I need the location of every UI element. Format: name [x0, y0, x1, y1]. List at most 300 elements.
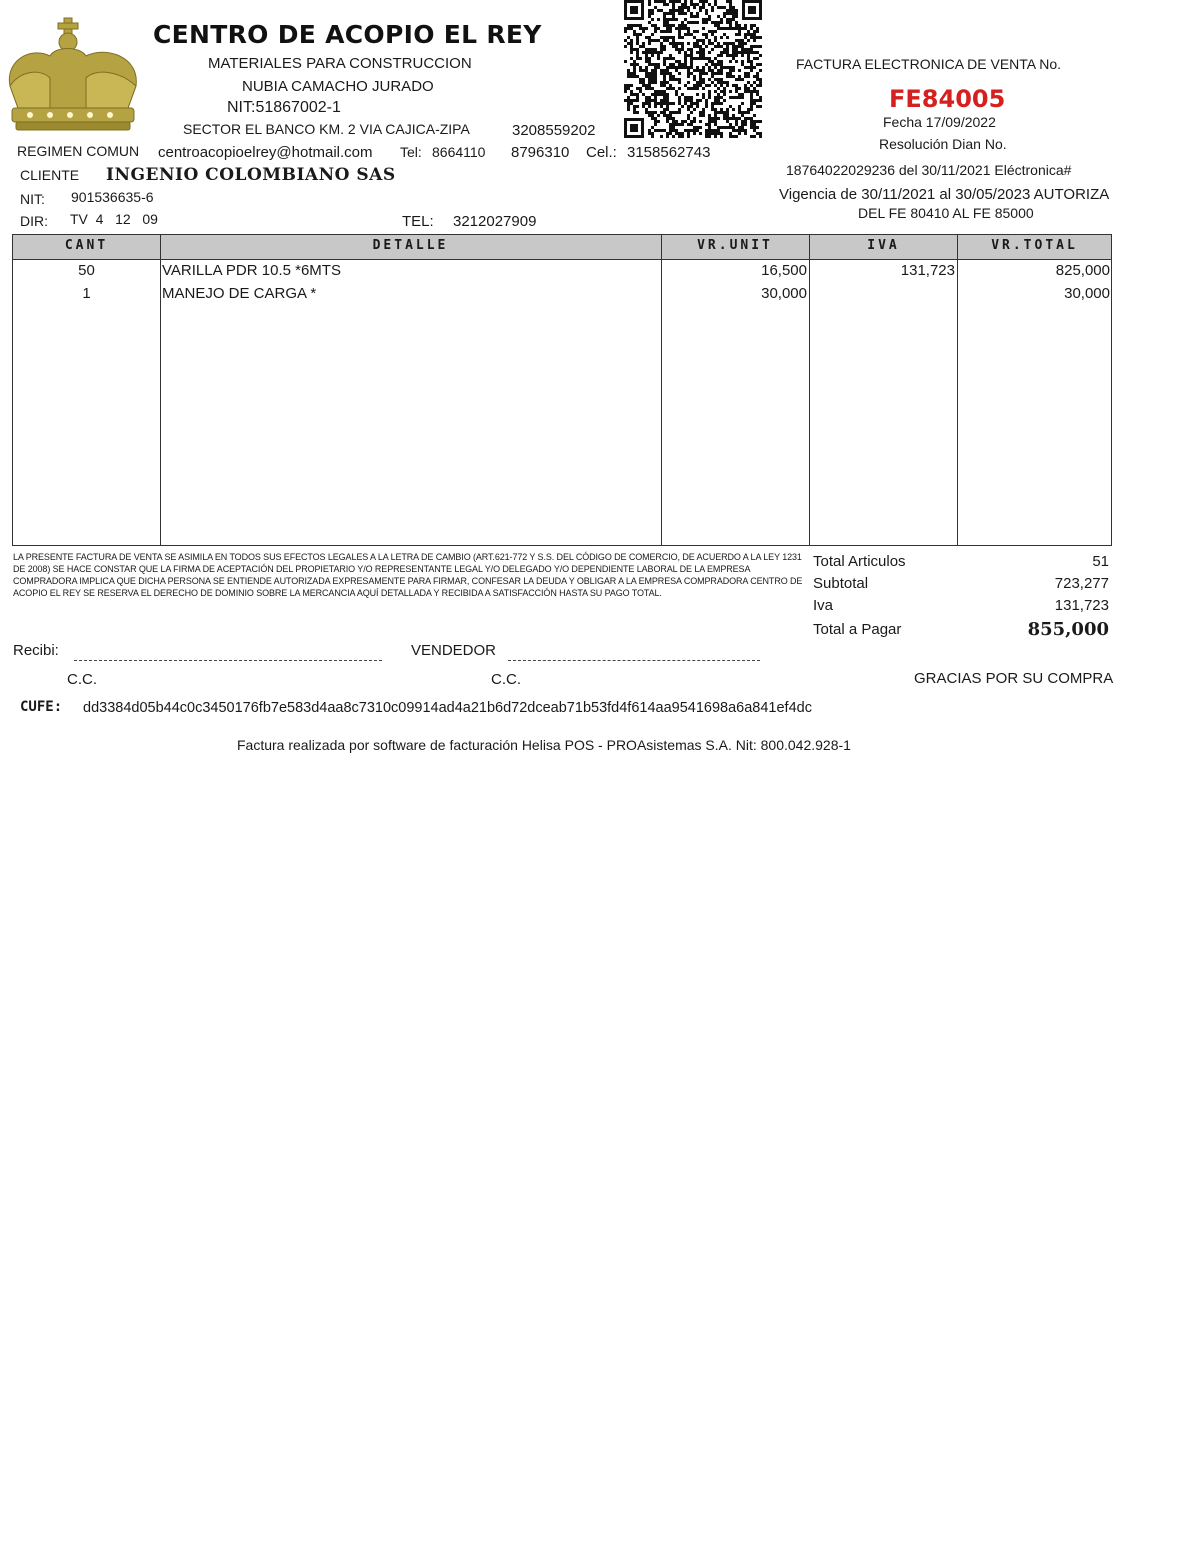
qr-module [726, 45, 729, 48]
company-address: SECTOR EL BANCO KM. 2 VIA CAJICA-ZIPA [183, 121, 470, 137]
qr-module [645, 108, 648, 111]
qr-module [744, 90, 747, 93]
invoice-number: FE84005 [889, 85, 1006, 113]
qr-module [702, 108, 705, 111]
qr-module [717, 78, 720, 81]
qr-module [666, 120, 669, 123]
qr-module [729, 96, 732, 99]
qr-module [756, 72, 759, 75]
qr-module [648, 48, 651, 51]
qr-module [747, 60, 750, 63]
client-label: CLIENTE [20, 167, 80, 183]
qr-module [720, 126, 723, 129]
qr-module [753, 126, 756, 129]
qr-module [732, 18, 735, 21]
qr-module [669, 42, 672, 45]
qr-module [753, 24, 756, 27]
qr-module [699, 45, 702, 48]
qr-module [627, 75, 630, 78]
qr-module [708, 90, 711, 93]
qr-module [633, 99, 636, 102]
qr-module [654, 111, 657, 114]
qr-module [675, 93, 678, 96]
qr-module [759, 54, 762, 57]
qr-module [741, 120, 744, 123]
qr-module [687, 6, 690, 9]
qr-module [702, 27, 705, 30]
qr-module [678, 0, 681, 3]
qr-module [648, 57, 651, 60]
qr-module [702, 87, 705, 90]
qr-module [630, 27, 633, 30]
qr-module [648, 102, 651, 105]
qr-module [696, 69, 699, 72]
qr-module [669, 27, 672, 30]
qr-module [651, 54, 654, 57]
qr-module [678, 108, 681, 111]
qr-module [678, 27, 681, 30]
qr-module [624, 90, 627, 93]
qr-module [654, 66, 657, 69]
qr-module [714, 123, 717, 126]
qr-module [717, 60, 720, 63]
qr-module [651, 114, 654, 117]
qr-module [645, 96, 648, 99]
qr-module [723, 114, 726, 117]
qr-module [723, 93, 726, 96]
qr-module [681, 93, 684, 96]
qr-module [759, 78, 762, 81]
qr-module [678, 30, 681, 33]
qr-module [624, 60, 627, 63]
qr-module [696, 84, 699, 87]
qr-module [744, 123, 747, 126]
qr-module [624, 84, 627, 87]
qr-module [666, 66, 669, 69]
qr-module [630, 72, 633, 75]
qr-module [654, 69, 657, 72]
qr-module [675, 132, 678, 135]
qr-module [636, 48, 639, 51]
qr-module [651, 111, 654, 114]
qr-module [648, 96, 651, 99]
qr-module [714, 36, 717, 39]
qr-module [681, 63, 684, 66]
qr-module [729, 135, 732, 138]
header-iva: IVA [867, 238, 900, 253]
qr-module [717, 24, 720, 27]
qr-module [708, 3, 711, 6]
qr-module [648, 132, 651, 135]
qr-module [663, 81, 666, 84]
qr-module [717, 129, 720, 132]
qr-module [729, 27, 732, 30]
qr-module [663, 96, 666, 99]
qr-module [675, 18, 678, 21]
header-vr-total: VR.TOTAL [991, 238, 1078, 253]
qr-module [711, 30, 714, 33]
qr-module [714, 39, 717, 42]
qr-module [723, 48, 726, 51]
qr-module [669, 129, 672, 132]
qr-module [729, 132, 732, 135]
qr-module [726, 117, 729, 120]
qr-module [669, 126, 672, 129]
qr-module [693, 45, 696, 48]
qr-module [726, 48, 729, 51]
qr-module [744, 117, 747, 120]
qr-module [675, 48, 678, 51]
qr-module [714, 0, 717, 3]
qr-module [663, 84, 666, 87]
qr-module [630, 57, 633, 60]
qr-module [660, 90, 663, 93]
qr-module [738, 132, 741, 135]
qr-module [663, 21, 666, 24]
qr-module [717, 42, 720, 45]
qr-module [699, 126, 702, 129]
qr-module [699, 57, 702, 60]
qr-module [738, 87, 741, 90]
qr-module [696, 93, 699, 96]
qr-module [714, 102, 717, 105]
qr-module [693, 36, 696, 39]
qr-module [699, 75, 702, 78]
qr-module [648, 0, 651, 3]
qr-module [648, 39, 651, 42]
qr-module [648, 51, 651, 54]
qr-module [669, 87, 672, 90]
qr-module [651, 18, 654, 21]
qr-module [750, 102, 753, 105]
qr-module [714, 117, 717, 120]
qr-module [678, 60, 681, 63]
qr-module [750, 135, 753, 138]
qr-module [699, 72, 702, 75]
qr-module [627, 105, 630, 108]
qr-module [636, 105, 639, 108]
qr-module [747, 75, 750, 78]
qr-module [672, 36, 675, 39]
qr-module [660, 102, 663, 105]
qr-module [708, 93, 711, 96]
qr-module [672, 78, 675, 81]
qr-module [711, 81, 714, 84]
qr-module [693, 126, 696, 129]
qr-module [663, 30, 666, 33]
qr-module [711, 117, 714, 120]
qr-module [672, 63, 675, 66]
qr-module [627, 99, 630, 102]
qr-module [696, 51, 699, 54]
cc-label-2: C.C. [491, 671, 521, 688]
qr-module [633, 48, 636, 51]
qr-module [675, 111, 678, 114]
qr-module [711, 21, 714, 24]
qr-module [636, 54, 639, 57]
qr-module [648, 15, 651, 18]
qr-module [657, 39, 660, 42]
qr-module [747, 66, 750, 69]
resolution-label: Resolución Dian No. [879, 136, 1007, 149]
qr-module [681, 48, 684, 51]
qr-module [660, 42, 663, 45]
qr-module [735, 54, 738, 57]
qr-module [699, 132, 702, 135]
qr-module [666, 132, 669, 135]
qr-module [645, 57, 648, 60]
qr-module [663, 102, 666, 105]
qr-module [756, 78, 759, 81]
qr-module [732, 108, 735, 111]
qr-module [756, 63, 759, 66]
qr-module [699, 69, 702, 72]
qr-module [672, 135, 675, 138]
qr-module [744, 120, 747, 123]
qr-module [690, 15, 693, 18]
qr-module [738, 42, 741, 45]
qr-module [693, 120, 696, 123]
qr-module [729, 90, 732, 93]
qr-module [633, 108, 636, 111]
qr-module [654, 24, 657, 27]
qr-module [711, 132, 714, 135]
qr-module [744, 36, 747, 39]
qr-module [690, 33, 693, 36]
qr-module [651, 24, 654, 27]
qr-module [717, 81, 720, 84]
qr-module [675, 27, 678, 30]
qr-module [678, 66, 681, 69]
qr-module [669, 123, 672, 126]
qr-module [633, 69, 636, 72]
qr-module [705, 45, 708, 48]
qr-module [684, 3, 687, 6]
qr-module [708, 60, 711, 63]
qr-module [726, 75, 729, 78]
qr-module [684, 51, 687, 54]
qr-module [678, 102, 681, 105]
cufe-value: dd3384d05b44c0c3450176fb7e583d4aa8c7310c09914ad4a21b6d72dceab71b53fd4f614aa9541698a6a841ef4dc [83, 700, 812, 716]
qr-module [666, 96, 669, 99]
qr-module [735, 9, 738, 12]
qr-module [708, 30, 711, 33]
qr-module [717, 63, 720, 66]
qr-module [729, 105, 732, 108]
qr-module [735, 15, 738, 18]
qr-module [714, 63, 717, 66]
qr-module [702, 72, 705, 75]
qr-module [627, 102, 630, 105]
qr-module [708, 126, 711, 129]
qr-module [726, 36, 729, 39]
qr-module [735, 123, 738, 126]
row-detalle: VARILLA PDR 10.5 *6MTS [162, 262, 341, 279]
qr-module [708, 132, 711, 135]
qr-module [645, 27, 648, 30]
qr-module [738, 24, 741, 27]
cc-label-1: C.C. [67, 671, 97, 688]
qr-module [672, 126, 675, 129]
row-unit: 30,000 [761, 285, 807, 302]
tel-label: Tel: [400, 144, 422, 160]
qr-module [651, 81, 654, 84]
qr-module [720, 60, 723, 63]
qr-module [648, 84, 651, 87]
qr-module [747, 51, 750, 54]
qr-module [744, 84, 747, 87]
qr-module [693, 15, 696, 18]
qr-module [738, 105, 741, 108]
qr-module [702, 48, 705, 51]
qr-module [747, 30, 750, 33]
qr-module [696, 39, 699, 42]
qr-module [639, 66, 642, 69]
qr-module [711, 72, 714, 75]
client-nit: 901536635-6 [71, 189, 154, 205]
qr-module [678, 132, 681, 135]
qr-module [741, 42, 744, 45]
qr-module [723, 117, 726, 120]
qr-module [708, 96, 711, 99]
qr-module [657, 27, 660, 30]
qr-module [687, 66, 690, 69]
qr-module [744, 75, 747, 78]
qr-module [663, 36, 666, 39]
qr-module [708, 135, 711, 138]
qr-module [744, 66, 747, 69]
qr-module [711, 75, 714, 78]
qr-module [687, 135, 690, 138]
qr-module [654, 120, 657, 123]
qr-module [717, 132, 720, 135]
qr-module [717, 21, 720, 24]
qr-module [735, 45, 738, 48]
qr-module [639, 81, 642, 84]
qr-module [657, 90, 660, 93]
qr-module [651, 135, 654, 138]
qr-module [720, 51, 723, 54]
qr-module [669, 75, 672, 78]
qr-module [684, 102, 687, 105]
qr-module [717, 72, 720, 75]
qr-module [630, 24, 633, 27]
qr-module [648, 78, 651, 81]
qr-module [657, 129, 660, 132]
qr-module [666, 36, 669, 39]
qr-module [636, 42, 639, 45]
qr-module [669, 66, 672, 69]
qr-module [645, 72, 648, 75]
qr-module [666, 12, 669, 15]
qr-module [702, 42, 705, 45]
qr-module [663, 45, 666, 48]
qr-module [726, 84, 729, 87]
qr-module [753, 90, 756, 93]
qr-module [753, 66, 756, 69]
qr-module [654, 0, 657, 3]
qr-module [642, 27, 645, 30]
qr-module [648, 72, 651, 75]
qr-module [747, 33, 750, 36]
qr-module [630, 90, 633, 93]
qr-module [690, 87, 693, 90]
qr-module [684, 27, 687, 30]
company-tel2: 8796310 [511, 144, 570, 161]
qr-module [699, 6, 702, 9]
qr-module [666, 135, 669, 138]
qr-module [759, 45, 762, 48]
qr-module [636, 87, 639, 90]
qr-module [708, 129, 711, 132]
qr-module [741, 48, 744, 51]
qr-module [738, 96, 741, 99]
qr-module [723, 90, 726, 93]
qr-module [720, 6, 723, 9]
qr-module [663, 39, 666, 42]
qr-module [720, 54, 723, 57]
qr-module [678, 12, 681, 15]
qr-module [663, 57, 666, 60]
qr-module [660, 84, 663, 87]
qr-module [750, 126, 753, 129]
qr-module [756, 90, 759, 93]
qr-module [648, 105, 651, 108]
qr-module [651, 99, 654, 102]
qr-module [687, 72, 690, 75]
qr-module [738, 33, 741, 36]
qr-module [723, 51, 726, 54]
qr-module [693, 75, 696, 78]
qr-module [753, 123, 756, 126]
qr-module [672, 45, 675, 48]
qr-module [645, 87, 648, 90]
qr-module [666, 30, 669, 33]
company-cel: 3158562743 [627, 144, 711, 161]
qr-module [669, 63, 672, 66]
qr-module [732, 51, 735, 54]
qr-module [633, 63, 636, 66]
qr-module [645, 36, 648, 39]
qr-module [648, 36, 651, 39]
qr-module [723, 87, 726, 90]
qr-module [654, 117, 657, 120]
qr-module [747, 108, 750, 111]
company-line2: NUBIA CAMACHO JURADO [242, 78, 434, 95]
qr-module [699, 81, 702, 84]
qr-module [744, 111, 747, 114]
qr-module [645, 75, 648, 78]
qr-module [744, 132, 747, 135]
qr-module [651, 9, 654, 12]
qr-module [696, 12, 699, 15]
qr-module [651, 132, 654, 135]
qr-module [672, 9, 675, 12]
qr-module [750, 105, 753, 108]
qr-module [663, 69, 666, 72]
qr-module [702, 96, 705, 99]
qr-module [750, 108, 753, 111]
qr-module [672, 39, 675, 42]
qr-module [660, 72, 663, 75]
qr-module [741, 96, 744, 99]
crown-logo [0, 16, 146, 134]
qr-module [708, 84, 711, 87]
qr-module [726, 21, 729, 24]
total-pay: 855,000 [1027, 619, 1109, 640]
qr-module [660, 111, 663, 114]
qr-module [735, 24, 738, 27]
